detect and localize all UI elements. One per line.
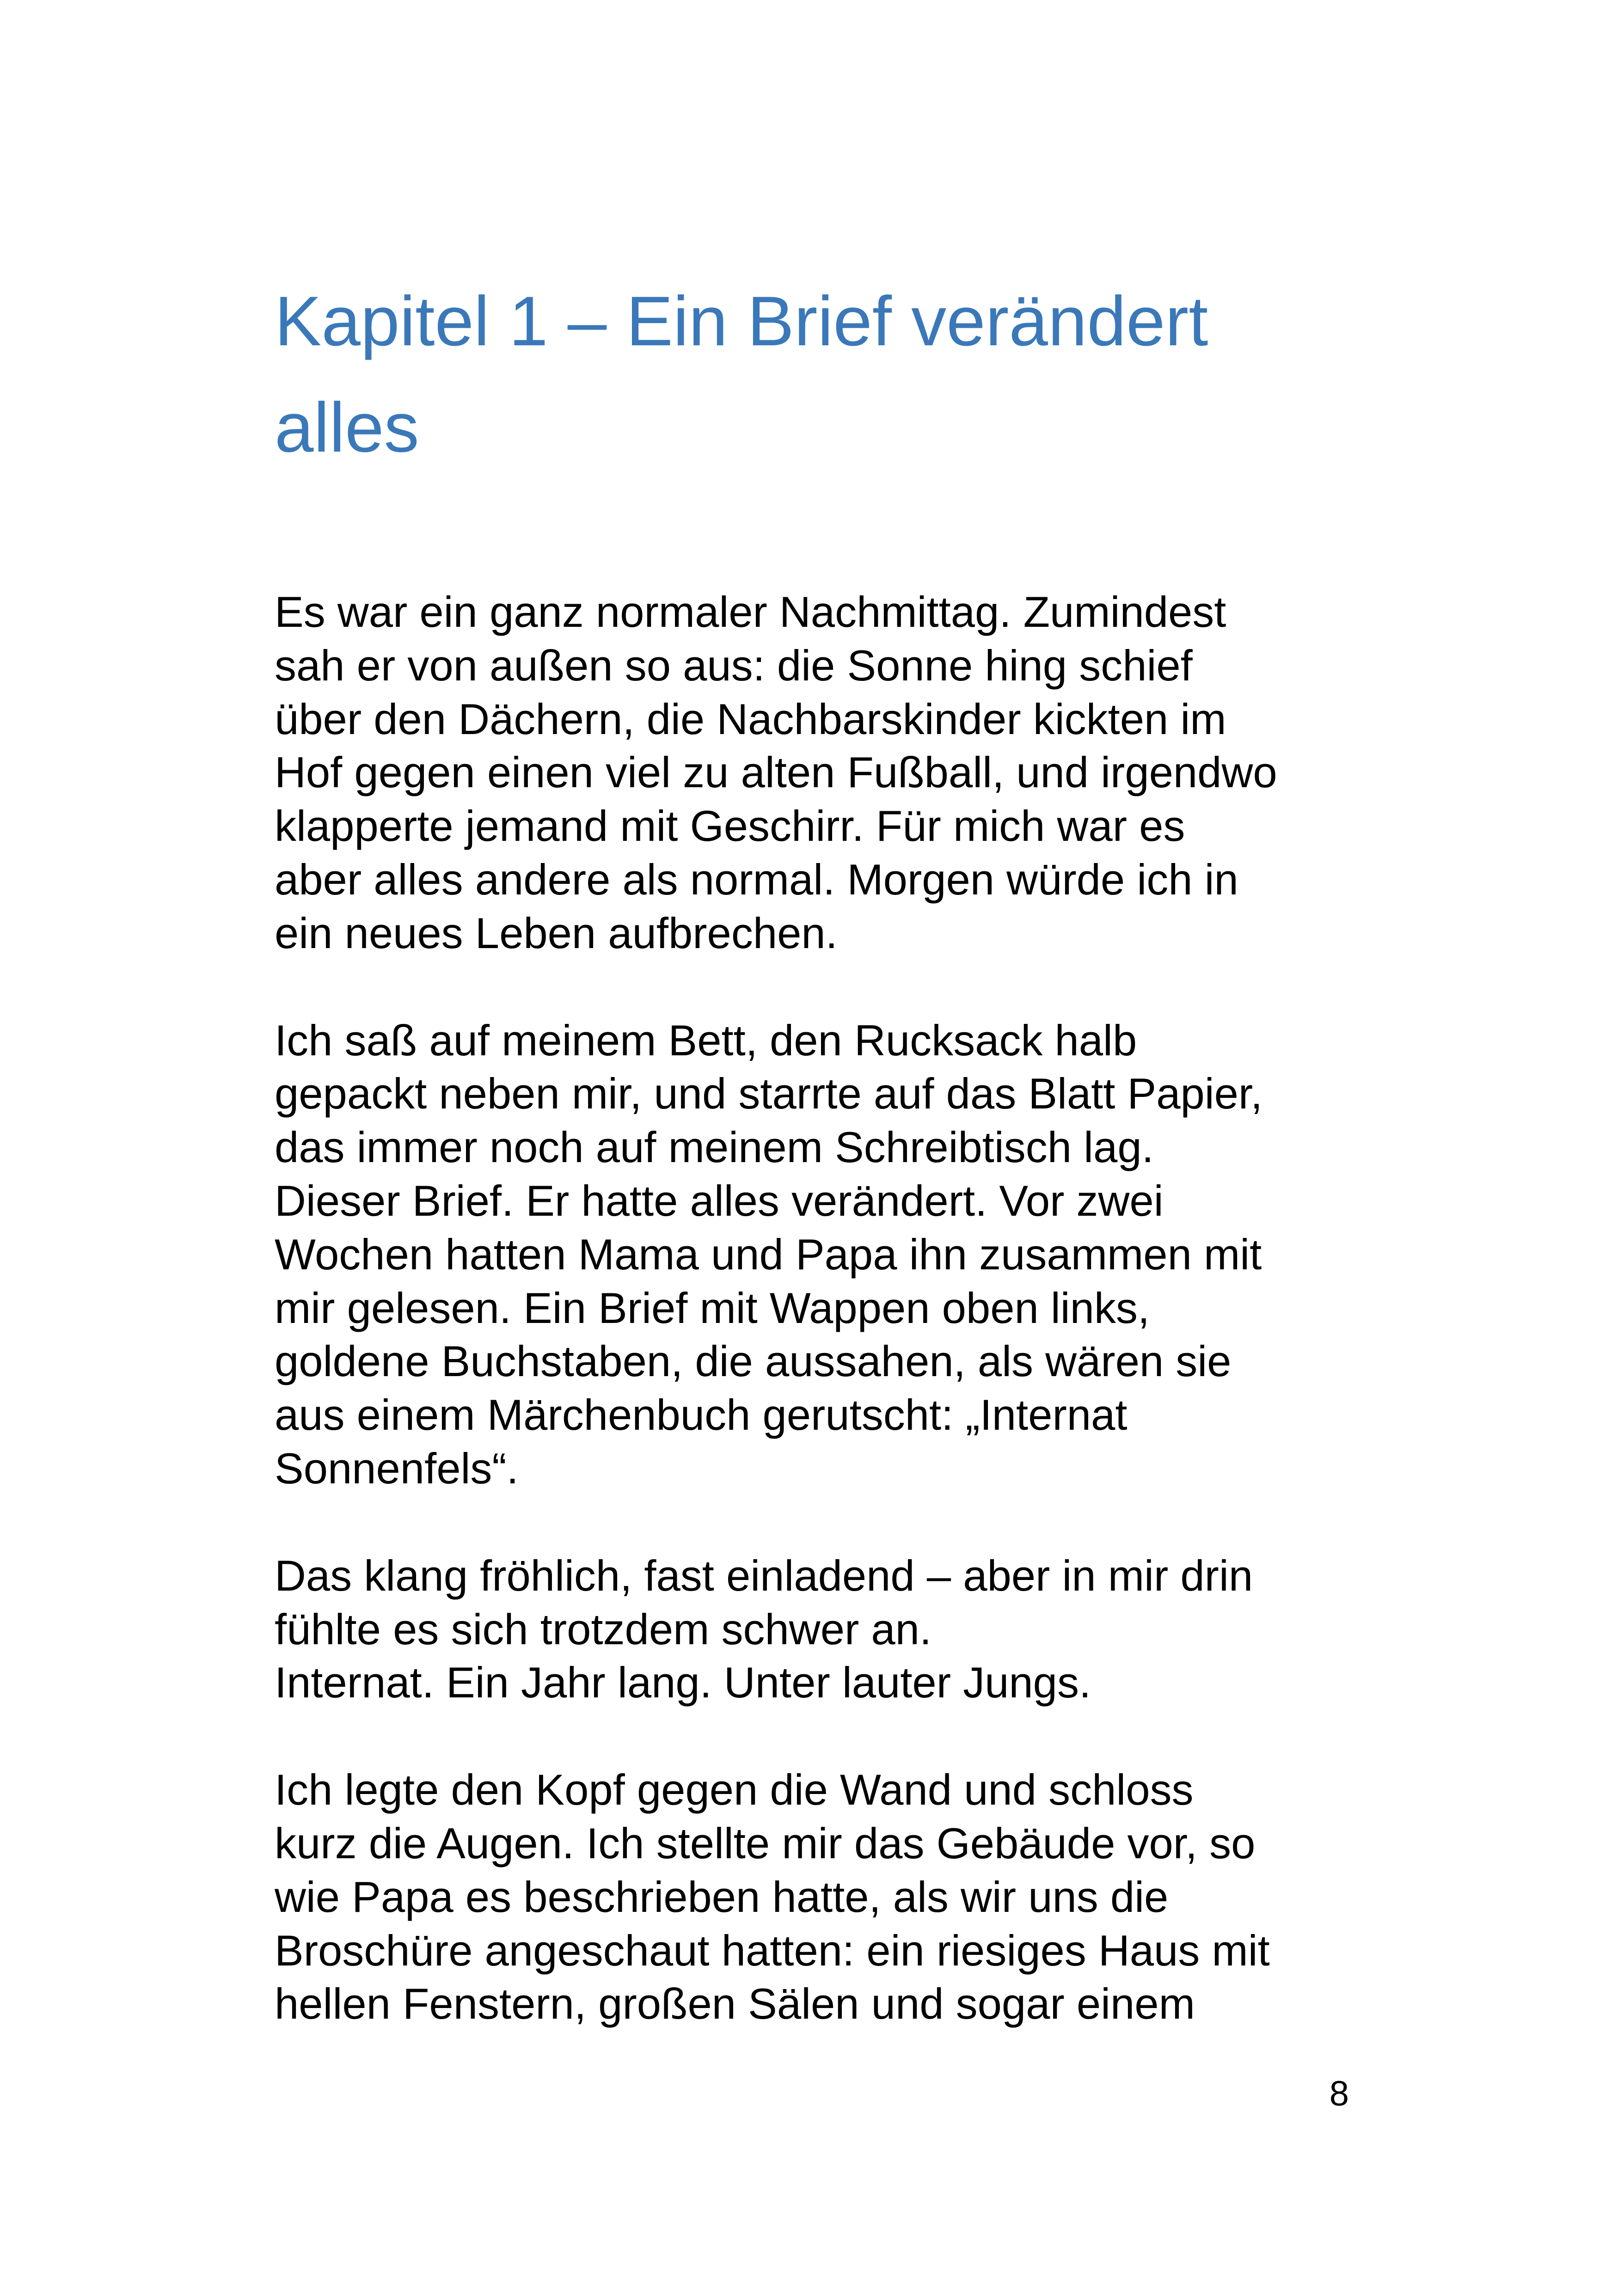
body-paragraph: Ich saß auf meinem Bett, den Rucksack halb gepackt neben mir, und starrte auf das Blatt Papier, das immer noch auf meinem Schreibtisch lag. Dieser Brief. Er hatte alles verändert. Vor zwei Wochen hatten Mama und Papa ihn zusammen mit mir gelesen. Ein Brief mit Wappen oben links, goldene Buchstaben, die aussahen, als wären sie aus einem Märchenbuch gerutscht: „Internat Sonnenfels“.: [275, 1016, 1263, 1493]
body-paragraph: Es war ein ganz normaler Nachmittag. Zumindest sah er von außen so aus: die Sonne hing schief über den Dächern, die Nachbarskinder kickten im Hof gegen einen viel zu alten Fußball, und irgendwo klapperte jemand mit Geschirr. Für mich war es aber alles andere als normal. Morgen würde ich in ein neues Leben aufbrechen.: [275, 588, 1277, 957]
chapter-title: Kapitel 1 – Ein Brief verändert alles: [275, 282, 1208, 467]
page-number: 8: [1329, 2074, 1349, 2113]
chapter-body: [275, 585, 1375, 2084]
body-paragraph: Ich legte den Kopf gegen die Wand und schloss kurz die Augen. Ich stellte mir das Gebäude vor, so wie Papa es beschrieben hatte, als wir uns die Broschüre angeschaut hatten: ein riesiges Haus mit hellen Fenstern, großen Sälen und sogar einem: [275, 1765, 1270, 2028]
body-paragraph: Das klang fröhlich, fast einladend – aber in mir drin fühlte es sich trotzdem schwer an. Internat. Ein Jahr lang. Unter lauter Jungs.: [275, 1551, 1253, 1707]
